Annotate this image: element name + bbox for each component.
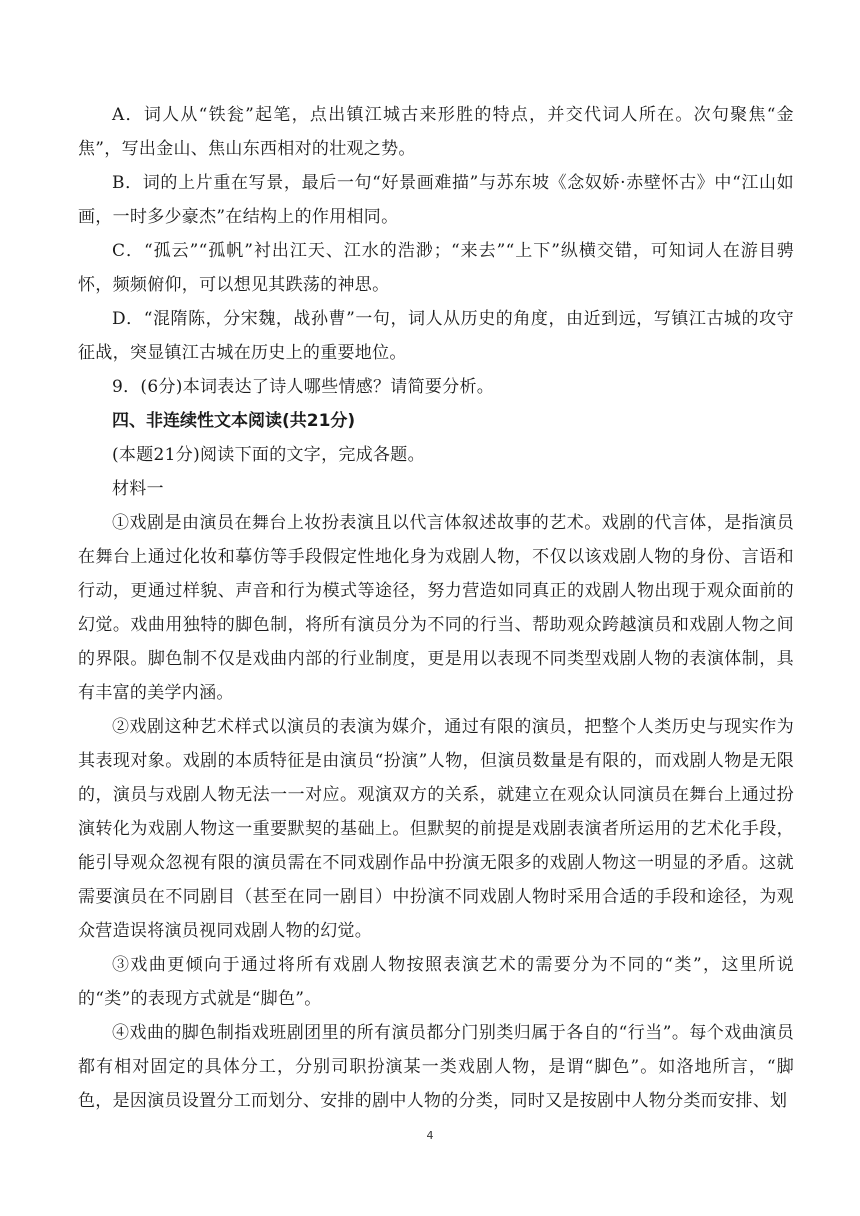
option-d: D．“混隋陈，分宋魏，战孙曹”一句，词人从历史的角度，由近到远，写镇江古城的攻守征战，突显镇江古城在历史上的重要地位。 [78,309,794,363]
material-paragraph-3: ③戏曲更倾向于通过将所有戏剧人物按照表演艺术的需要分为不同的“类”，这里所说的“类”的表现方式就是“脚色”。 [78,955,794,1009]
document-page [78,98,794,1118]
option-b: B．词的上片重在写景，最后一句“好景画难描”与苏东坡《念奴娇·赤壁怀古》中“江山如画，一时多少豪杰”在结构上的作用相同。 [78,173,794,227]
section-instruction: (本题21分)阅读下面的文字，完成各题。 [112,445,425,465]
material-paragraph-4: ④戏曲的脚色制指戏班剧团里的所有演员都分门别类归属于各自的“行当”。每个戏曲演员都有相对固定的具体分工，分别司职扮演某一类戏剧人物，是谓“脚色”。如洛地所言，“脚色，是因演员设置分工而划分、安排的剧中人物的分类，同时又是按剧中人物分类而安排、划 [78,1023,794,1111]
page-number: 4 [426,1129,434,1142]
material-label: 材料一 [112,479,164,499]
option-a: A．词人从“铁瓮”起笔，点出镇江城古来形胜的特点，并交代词人所在。次句聚焦“金焦”，写出金山、焦山东西相对的壮观之势。 [78,105,794,159]
material-paragraph-2: ②戏剧这种艺术样式以演员的表演为媒介，通过有限的演员，把整个人类历史与现实作为其表现对象。戏剧的本质特征是由演员“扮演”人物，但演员数量是有限的，而戏剧人物是无限的，演员与戏剧人物无法一一对应。观演双方的关系，就建立在观众认同演员在舞台上通过扮演转化为戏剧人物这一重要默契的基础上。但默契的前提是戏剧表演者所运用的艺术化手段，能引导观众忽视有限的演员需在不同戏剧作品中扮演无限多的戏剧人物这一明显的矛盾。这就需要演员在不同剧目（甚至在同一剧目）中扮演不同戏剧人物时采用合适的手段和途径，为观众营造误将演员视同戏剧人物的幻觉。 [78,717,794,941]
material-paragraph-1: ①戏剧是由演员在舞台上妆扮表演且以代言体叙述故事的艺术。戏剧的代言体，是指演员在舞台上通过化妆和摹仿等手段假定性地化身为戏剧人物，不仅以该戏剧人物的身份、言语和行动，更通过样貌、声音和行为模式等途径，努力营造如同真正的戏剧人物出现于观众面前的幻觉。戏曲用独特的脚色制，将所有演员分为不同的行当、帮助观众跨越演员和戏剧人物之间的界限。脚色制不仅是戏曲内部的行业制度，更是用以表现不同类型戏剧人物的表演体制，具有丰富的美学内涵。 [78,513,794,703]
option-c: C．“孤云”“孤帆”衬出江天、江水的浩渺；“来去”“上下”纵横交错，可知词人在游目骋怀，频频俯仰，可以想见其跌荡的神思。 [78,241,794,295]
section-heading: 四、非连续性文本阅读(共21分) [112,411,356,431]
question-9: 9．(6分)本词表达了诗人哪些情感？请简要分析。 [112,377,495,397]
